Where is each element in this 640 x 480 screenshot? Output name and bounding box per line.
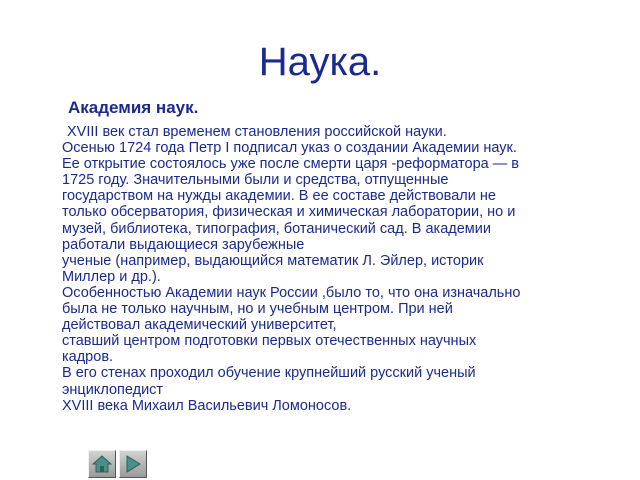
slide-navigation bbox=[88, 450, 147, 480]
play-forward-icon bbox=[124, 455, 142, 473]
body-line: Ее открытие состоялось уже после смерти царя -реформатора — в bbox=[62, 156, 519, 173]
body-line: Миллер и др.). bbox=[62, 268, 161, 285]
body-text bbox=[62, 124, 602, 414]
body-line: кадров. bbox=[62, 349, 114, 366]
home-button[interactable] bbox=[88, 450, 116, 478]
body-line: В его стенах проходил обучение крупнейший русский ученый bbox=[62, 365, 476, 382]
body-line: XVIII века Михаил Васильевич Ломоносов. bbox=[62, 397, 352, 414]
body-line: 1725 году. Значительными были и средства, отпущенные bbox=[62, 172, 449, 189]
body-line: ставший центром подготовки первых отечественных научных bbox=[62, 333, 477, 350]
page-title: Наука. bbox=[258, 40, 382, 84]
body-line: Осенью 1724 года Петр I подписал указ о создании Академии наук. bbox=[62, 140, 517, 157]
body-line: XVIII век стал временем становления российской науки. bbox=[67, 124, 447, 140]
next-slide-button[interactable] bbox=[119, 450, 147, 478]
body-line: государством на нужды академии. В ее составе действовали не bbox=[62, 188, 496, 205]
home-icon bbox=[92, 455, 112, 473]
body-line: была не только научным, но и учебным центром. При ней bbox=[62, 301, 453, 318]
body-line: Особенностью Академии наук России ,было то, что она изначально bbox=[62, 284, 521, 301]
section-subtitle: Академия наук. bbox=[68, 98, 199, 117]
body-line: энциклопедист bbox=[62, 381, 164, 398]
body-line: действовал академический университет, bbox=[62, 317, 337, 334]
body-line: музей, библиотека, типография, ботанический сад. В академии bbox=[62, 220, 491, 237]
body-line: работали выдающиеся зарубежные bbox=[62, 236, 305, 253]
body-line: только обсерватория, физическая и химическая лаборатории, но и bbox=[62, 204, 516, 221]
body-line: ученые (например, выдающийся математик Л. Эйлер, историк bbox=[62, 252, 484, 269]
